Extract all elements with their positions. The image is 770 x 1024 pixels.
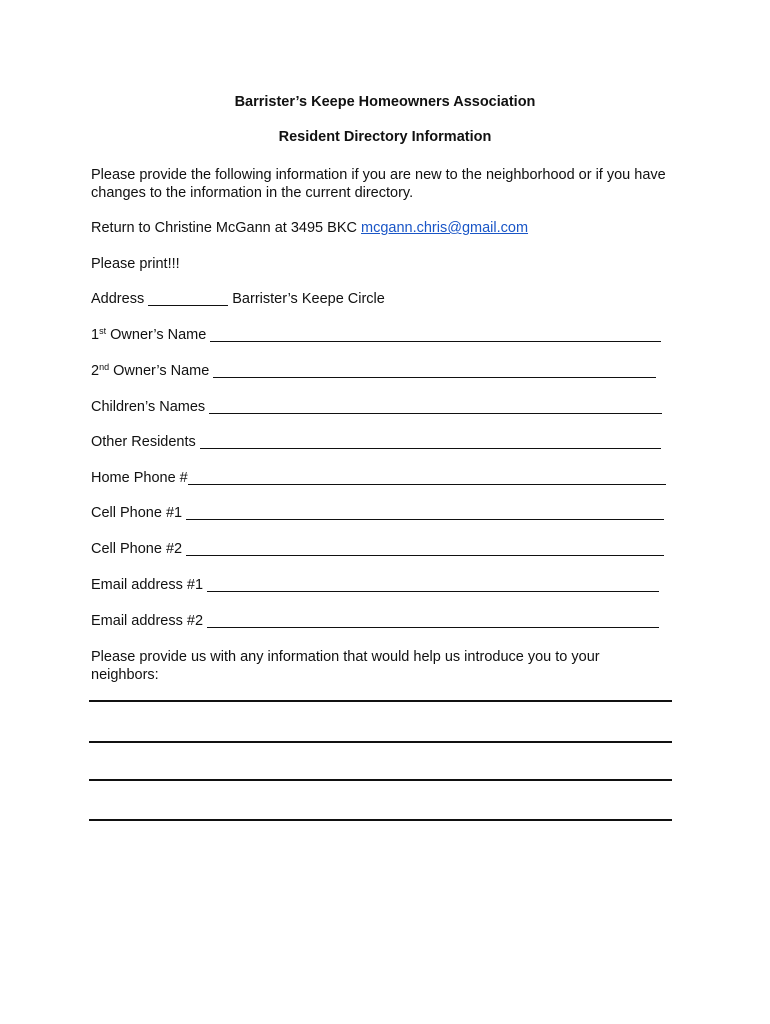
owner1-name-field[interactable] (210, 327, 661, 342)
introduction-line-3[interactable] (89, 779, 672, 781)
email2-label: Email address #2 (91, 613, 204, 629)
email1-row (91, 576, 659, 594)
other-residents-field[interactable] (200, 434, 661, 449)
introduction-prompt: Please provide us with any information that would help us introduce you to your neighbors: (91, 649, 600, 683)
cell-phone2-label: Cell Phone #2 (91, 541, 183, 557)
cell-phone1-row (91, 504, 664, 522)
children-label: Children’s Names (91, 399, 206, 415)
print-note: Please print!!! (91, 256, 180, 272)
introduction-line-4[interactable] (89, 819, 672, 821)
owner2-label: Owner’s Name (113, 363, 210, 379)
address-row (91, 290, 385, 308)
cell-phone1-label: Cell Phone #1 (91, 505, 183, 521)
address-number-field[interactable] (148, 291, 228, 306)
other-residents-row (91, 433, 661, 451)
owner2-row (91, 362, 656, 380)
owner1-row (91, 326, 661, 344)
email2-row (91, 612, 659, 630)
owner1-ordinal: 1 (91, 327, 100, 343)
email1-label: Email address #1 (91, 577, 204, 593)
email1-field[interactable] (207, 577, 659, 592)
intro-paragraph: Please provide the following information if you are new to the neighborhood or if you have changes to the information in the current directory. (91, 167, 666, 201)
address-street-label: Barrister’s Keepe Circle (232, 291, 385, 307)
owner1-label: Owner’s Name (110, 327, 207, 343)
introduction-line-1[interactable] (89, 700, 672, 702)
home-phone-field[interactable] (188, 470, 666, 485)
home-phone-label: Home Phone # (91, 470, 188, 486)
home-phone-row (91, 469, 666, 487)
cell-phone2-row (91, 540, 664, 558)
children-names-field[interactable] (209, 399, 662, 414)
email2-field[interactable] (207, 613, 659, 628)
return-email-link[interactable]: mcgann.chris@gmail.com (361, 220, 529, 236)
return-text: Return to Christine McGann at 3495 BKC (91, 220, 357, 236)
cell-phone2-field[interactable] (186, 541, 664, 556)
owner1-ordinal-suffix: st (99, 326, 107, 336)
owner2-ordinal-suffix: nd (99, 362, 110, 372)
introduction-line-2[interactable] (89, 741, 672, 743)
cell-phone1-field[interactable] (186, 505, 664, 520)
owner2-name-field[interactable] (213, 363, 656, 378)
page-subtitle: Resident Directory Information (278, 129, 492, 145)
children-row (91, 398, 662, 416)
return-instructions (91, 219, 528, 237)
owner2-ordinal: 2 (91, 363, 100, 379)
address-label: Address (91, 291, 145, 307)
other-residents-label: Other Residents (91, 434, 196, 450)
page-title: Barrister’s Keepe Homeowners Association (234, 94, 536, 110)
